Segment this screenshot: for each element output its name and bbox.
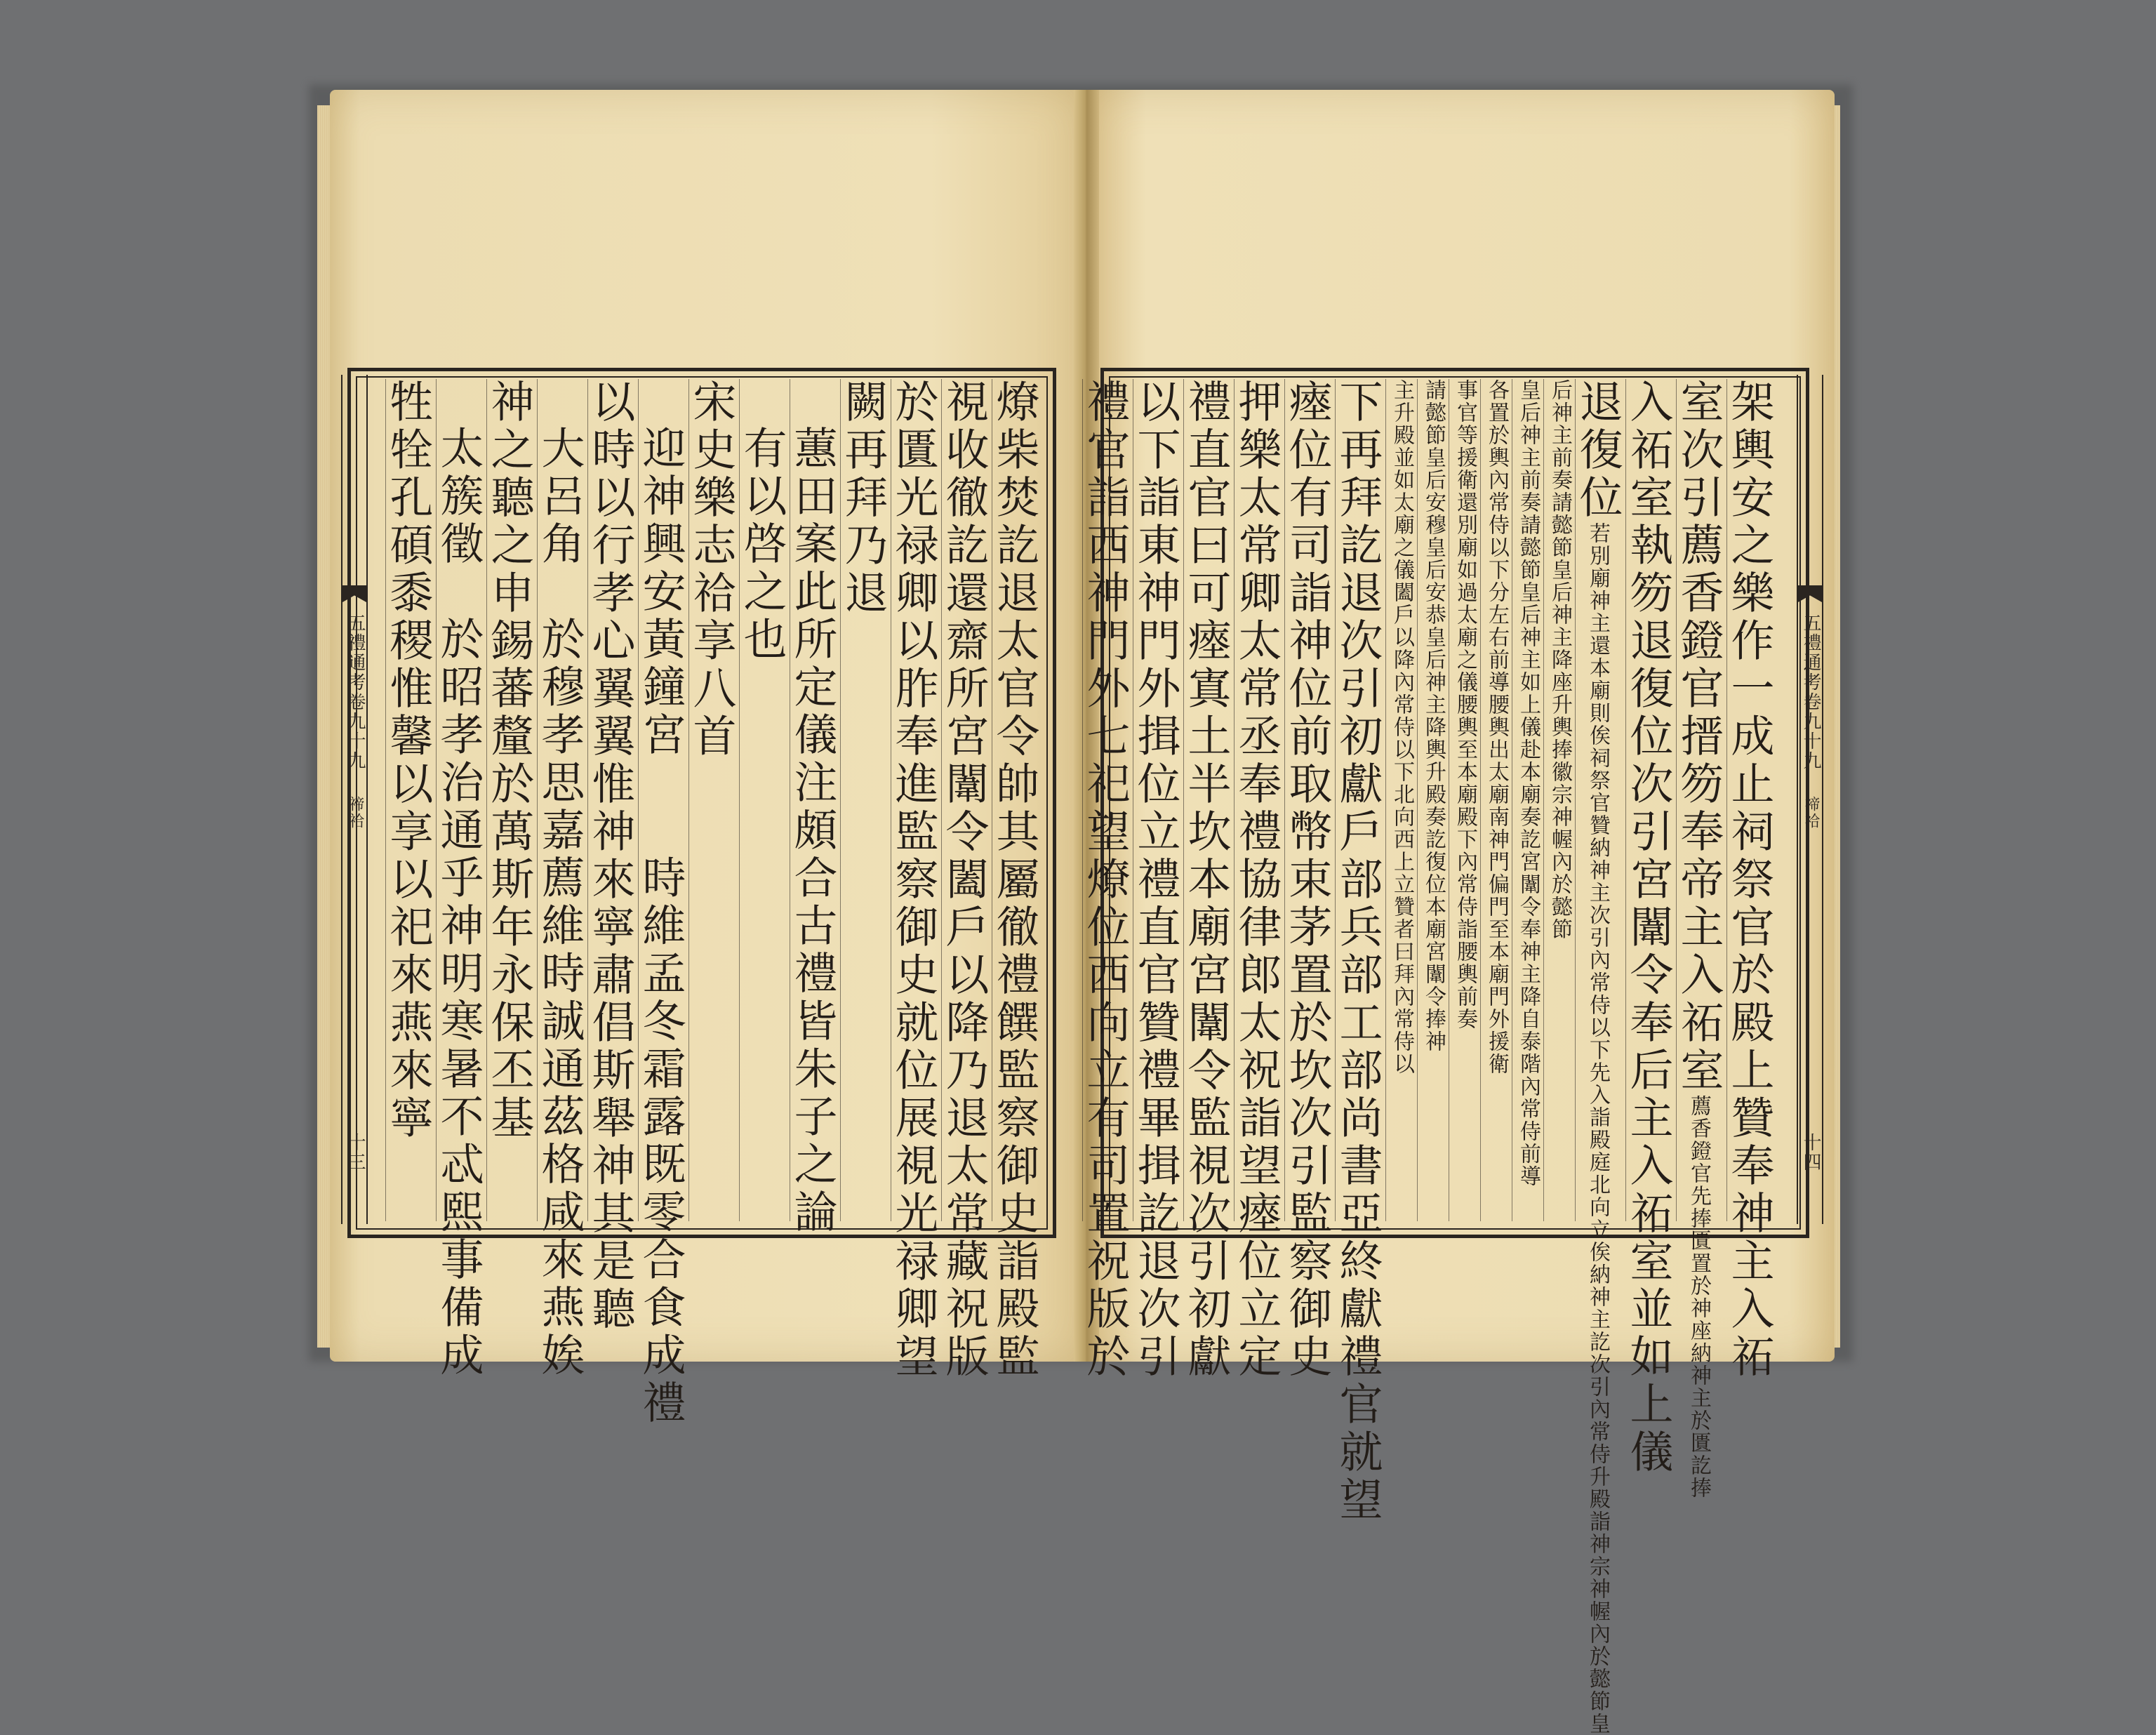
column-text: 有以啓之也 bbox=[736, 425, 787, 664]
text-column bbox=[1417, 379, 1449, 1221]
strip-section: 禘祫 bbox=[347, 796, 364, 830]
fishtail-mark bbox=[342, 585, 366, 602]
column-text: 燎柴焚訖退太官令帥其屬徹禮饌監察御史詣殿監 bbox=[989, 379, 1040, 1381]
strip-page-number: 十四 bbox=[1800, 1133, 1821, 1172]
fishtail-mark bbox=[1798, 585, 1822, 602]
column-text: 架輿安之樂作一成止祠祭官於殿上贊奉神主入祏 bbox=[1724, 379, 1775, 1381]
text-column bbox=[1130, 379, 1183, 1381]
column-text: 主升殿並如太廟之儀闔戶以降內常侍以下北向西上立贊者曰拜內常侍以 bbox=[1390, 379, 1414, 1075]
text-column bbox=[938, 379, 992, 1381]
text-column bbox=[1724, 379, 1777, 1381]
text-column bbox=[1385, 379, 1417, 1221]
text-column bbox=[1572, 379, 1625, 1735]
column-text: 大呂角 於穆孝思嘉薦維時誠通茲格咸來燕娭 bbox=[534, 425, 585, 1380]
text-column bbox=[1282, 379, 1335, 1381]
column-text: 退復位 bbox=[1572, 379, 1623, 522]
column-text: 皇后神主前奏請懿節皇后神主如上儀赴本廟奏訖宮闈令奉神主降自泰階內常侍前導 bbox=[1516, 379, 1541, 1188]
text-column bbox=[635, 379, 688, 1428]
column-text: 蕙田案此所定儀注頗合古禮皆朱子之論 bbox=[787, 425, 838, 1237]
column-text: 牲牷孔碩黍稷惟馨以享以祀來燕來寧 bbox=[382, 379, 434, 1143]
column-text: 后神主前奏請懿節皇后神主降座升輿捧徽宗神幄內於懿節 bbox=[1548, 379, 1572, 940]
text-column bbox=[837, 379, 891, 1221]
text-column bbox=[1332, 379, 1385, 1524]
column-text: 下再拜訖退次引初獻戶部兵部工部尚書亞終獻禮官就望 bbox=[1332, 379, 1383, 1524]
text-column bbox=[688, 379, 739, 1221]
text-column bbox=[1079, 379, 1133, 1381]
column-text: 迎神興安黃鐘宮 時維孟冬霜露既零合食成禮 bbox=[635, 425, 686, 1428]
column-text: 視收徹訖還齋所宮闈令闔戶以降乃退太常藏祝版 bbox=[938, 379, 990, 1381]
text-column bbox=[888, 379, 941, 1381]
text-column bbox=[1512, 379, 1543, 1221]
text-column bbox=[989, 379, 1042, 1381]
column-annotation: 若別廟神主還本廟則俟祠祭官贊納神主次引內常侍以下先入詣殿庭北向立俟納神主訖次引內常侍升殿詣神宗神幄內於懿節皇 bbox=[1585, 522, 1610, 1735]
text-column bbox=[486, 379, 537, 1221]
column-annotation: 薦香鐙官先捧匱置於神座納神主於匱訖捧 bbox=[1686, 1095, 1711, 1499]
column-text: 禮直官曰可瘞寘土半坎本廟宮闈令監視次引初獻 bbox=[1180, 379, 1232, 1381]
text-column bbox=[1449, 379, 1480, 1221]
column-text: 各置於輿內常侍以下分左右前導腰輿出太廟南神門偏門至本廟門外援衛 bbox=[1484, 379, 1509, 1075]
right-page-text bbox=[1079, 379, 1777, 1735]
column-text: 於匱光禄卿以胙奉進監察御史就位展視光禄卿望 bbox=[888, 379, 939, 1381]
strip-page-number: 十三 bbox=[345, 1133, 366, 1172]
column-text: 室次引薦香鐙官搢笏奉帝主入祏室 bbox=[1673, 379, 1724, 1095]
right-page-center-strip bbox=[1797, 375, 1823, 1224]
column-text: 宋史樂志祫享八首 bbox=[686, 379, 737, 761]
column-text: 以下詣東神門外揖位立禮直官贊禮畢揖訖退次引 bbox=[1130, 379, 1181, 1381]
column-text: 以時以行孝心翼翼惟神來寧肅倡斯舉神其是聽 bbox=[585, 379, 636, 1334]
column-text: 闕再拜乃退 bbox=[837, 379, 889, 618]
text-column bbox=[1180, 379, 1234, 1381]
text-column bbox=[736, 379, 790, 1221]
left-page-text bbox=[372, 379, 1042, 1428]
column-text: 押樂太常卿太常丞奉禮協律郎太祝詣望瘞位立定 bbox=[1231, 379, 1282, 1381]
text-column bbox=[1231, 379, 1284, 1381]
column-text: 瘞位有司詣神位前取幣束茅置於坎次引監察御史 bbox=[1282, 379, 1333, 1381]
text-column bbox=[787, 379, 840, 1237]
strip-volume: 五禮通考卷九十九 bbox=[1800, 613, 1821, 771]
column-text: 禮官詣西神門外七祀望燎位西向立有司置祝版於 bbox=[1079, 379, 1131, 1381]
text-column bbox=[382, 379, 436, 1221]
column-text: 請懿節皇后安穆皇后安恭皇后神主降輿升殿奏訖復位本廟宮闈令捧神 bbox=[1421, 379, 1446, 1053]
text-column bbox=[534, 379, 587, 1380]
text-column bbox=[585, 379, 638, 1334]
text-column bbox=[1673, 379, 1726, 1499]
column-text: 神之聽之申錫蕃釐於萬斯年永保丕基 bbox=[484, 379, 535, 1143]
text-column bbox=[1543, 379, 1575, 1221]
strip-volume: 五禮通考卷九十九 bbox=[345, 613, 366, 771]
column-text: 太簇徵 於昭孝治通乎神明寒暑不忒熙事備成 bbox=[433, 425, 484, 1380]
text-column bbox=[433, 379, 486, 1380]
text-column bbox=[1480, 379, 1512, 1221]
strip-section: 禘祫 bbox=[1802, 796, 1820, 830]
column-text: 入祏室執笏退復位次引宮闈令奉后主入祏室並如上儀 bbox=[1623, 379, 1674, 1477]
left-page-center-strip bbox=[341, 375, 368, 1224]
text-column bbox=[1623, 379, 1676, 1477]
column-text: 事官等援衛還別廟如過太廟之儀腰輿至本廟殿下內常侍詣腰輿前奏 bbox=[1453, 379, 1477, 1030]
